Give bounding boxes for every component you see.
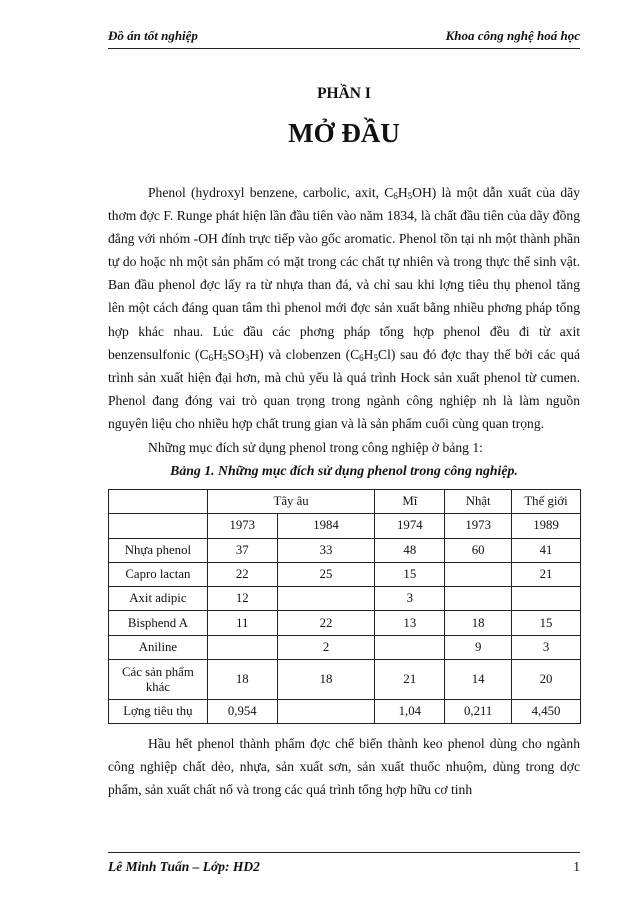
table-row bbox=[109, 660, 581, 700]
row-label: Lợng tiêu thụ bbox=[109, 700, 208, 724]
part-title: PHẦN I bbox=[317, 85, 371, 102]
region-header: Thế giới bbox=[512, 490, 581, 514]
table-cell: 2 bbox=[277, 635, 375, 659]
table-cell: 21 bbox=[512, 562, 581, 586]
table-cell bbox=[277, 700, 375, 724]
table-cell: 12 bbox=[207, 587, 277, 611]
header-faculty-label: Khoa công nghệ hoá học bbox=[445, 28, 580, 43]
row-label: Aniline bbox=[109, 635, 208, 659]
subscript: 5 bbox=[407, 191, 413, 201]
text-segment: H) và clobenzen (C bbox=[249, 346, 360, 362]
table-cell: 20 bbox=[512, 660, 581, 700]
text-segment: OH) là một dẫn xuất của dãy thơm đợc F. Runge phát hiện lần đầu tiên vào năm 1834, là chất đầu tiên của dãy đồng đẳng với nhóm -OH đính trực tiếp vào gốc aromatic. Phenol tồn tại nh một thành phần tự do hoặc nh một sản phẩm có mặt trong các chất tự nhiên và trong thực thể sinh vật. Ban đầu phenol đợc lấy ra từ nhựa than đá, và chỉ sau khi lợng tiêu thụ phenol tăng lên một cách đáng quan tâm thì phenol mới đợc sản xuất bằng nhiều phơng pháp tổng hợp khác nhau. Lúc đầu các phơng pháp tổng hợp phenol đều đi từ axit benzensulfonic (C bbox=[108, 185, 580, 362]
table-cell: 60 bbox=[445, 538, 512, 562]
text-segment: H bbox=[363, 346, 374, 362]
table-cell: 18 bbox=[277, 660, 375, 700]
table-cell bbox=[445, 587, 512, 611]
table-row bbox=[109, 562, 581, 586]
table-cell: 3 bbox=[375, 587, 445, 611]
text-segment: Hầu hết phenol thành phẩm đợc chế biến thành keo phenol dùng cho ngành công nghiệp chất dẻo, nhựa, sản xuất sơn, sản xuất thuốc nhuộm, dùng trong dợc phẩm, sản xuất chất nổ và trong các quá trình tổng hợp hữu cơ tinh bbox=[108, 736, 580, 798]
footer-author: Lê Minh Tuấn – Lớp: HD2 bbox=[108, 859, 260, 874]
region-header: Tây âu bbox=[207, 490, 375, 514]
table-cell: 18 bbox=[445, 611, 512, 635]
subscript: 6 bbox=[393, 191, 398, 201]
table-cell: 11 bbox=[207, 611, 277, 635]
table-header-row bbox=[109, 490, 581, 514]
table-cell: 48 bbox=[375, 538, 445, 562]
table-cell bbox=[445, 562, 512, 586]
page-header bbox=[108, 24, 580, 49]
year-header: 1984 bbox=[277, 514, 375, 538]
table-cell: 0,211 bbox=[445, 700, 512, 724]
subscript: 6 bbox=[359, 352, 364, 363]
text-segment: H bbox=[397, 185, 408, 200]
year-header: 1973 bbox=[445, 514, 512, 538]
table-row bbox=[109, 587, 581, 611]
text-segment: SO bbox=[227, 346, 245, 362]
row-label: Axit adipic bbox=[109, 587, 208, 611]
table-cell: 14 bbox=[445, 660, 512, 700]
table-cell: 22 bbox=[207, 562, 277, 586]
table-cell: 13 bbox=[375, 611, 445, 635]
row-label: Bisphend A bbox=[109, 611, 208, 635]
year-header: 1974 bbox=[375, 514, 445, 538]
region-header: Nhật bbox=[445, 490, 512, 514]
table-row bbox=[109, 635, 581, 659]
table-cell: 4,450 bbox=[512, 700, 581, 724]
year-header: 1989 bbox=[512, 514, 581, 538]
table-cell: 0,954 bbox=[207, 700, 277, 724]
text-segment: H bbox=[213, 346, 223, 362]
table-cell: 33 bbox=[277, 538, 375, 562]
row-label: Capro lactan bbox=[109, 562, 208, 586]
page-footer bbox=[108, 852, 580, 879]
phenol-usage-table bbox=[108, 489, 581, 724]
table-cell: 22 bbox=[277, 611, 375, 635]
table-cell: 15 bbox=[375, 562, 445, 586]
table-cell: 18 bbox=[207, 660, 277, 700]
text-segment: Những mục đích sử dụng phenol trong công nghiệp ở bảng 1: bbox=[148, 440, 483, 455]
row-label: Các sản phẩm khác bbox=[109, 660, 208, 700]
table-cell bbox=[207, 635, 277, 659]
table-cell: 15 bbox=[512, 611, 581, 635]
table-cell bbox=[375, 635, 445, 659]
table-cell bbox=[512, 587, 581, 611]
subscript: 6 bbox=[208, 352, 214, 363]
subscript: 5 bbox=[222, 352, 228, 363]
paragraph-intro bbox=[108, 181, 580, 435]
table-row bbox=[109, 611, 581, 635]
table-cell bbox=[277, 587, 375, 611]
table-cell: 21 bbox=[375, 660, 445, 700]
subscript: 5 bbox=[373, 352, 378, 363]
section-title: MỞ ĐẦU bbox=[288, 118, 400, 148]
table-caption: Bảng 1. Những mục đích sử dụng phenol trong công nghiệp. bbox=[170, 463, 518, 478]
table-row bbox=[109, 700, 581, 724]
table-corner-cell bbox=[109, 490, 208, 514]
table-corner-cell bbox=[109, 514, 208, 538]
year-header: 1973 bbox=[207, 514, 277, 538]
table-year-row bbox=[109, 514, 581, 538]
table-cell: 41 bbox=[512, 538, 581, 562]
paragraph-table-intro bbox=[108, 436, 580, 459]
region-header: Mĩ bbox=[375, 490, 445, 514]
text-segment: Phenol (hydroxyl benzene, carbolic, axit, C bbox=[148, 185, 394, 200]
table-cell: 3 bbox=[512, 635, 581, 659]
subscript: 3 bbox=[244, 352, 250, 363]
table-row bbox=[109, 538, 581, 562]
paragraph-applications bbox=[108, 732, 580, 801]
table-cell: 25 bbox=[277, 562, 375, 586]
table-cell: 1,04 bbox=[375, 700, 445, 724]
table-cell: 37 bbox=[207, 538, 277, 562]
header-thesis-label: Đồ án tốt nghiệp bbox=[108, 28, 198, 43]
text-segment: Cl) sau đó đợc thay thế bởi các quá trình sản xuất hiện đại hơn, mà chủ yếu là quá trình Hock sản xuất phenol từ cumen. Phenol đang đóng vai trò quan trọng trong ngành công nghiệp nh là làm nguồn nguyên liệu cho nhiều hợp chất trung gian và là sản phẩm cuối cùng quan trọng. bbox=[108, 346, 581, 431]
table-cell: 9 bbox=[445, 635, 512, 659]
row-label: Nhựa phenol bbox=[109, 538, 208, 562]
page-number: 1 bbox=[573, 859, 580, 874]
